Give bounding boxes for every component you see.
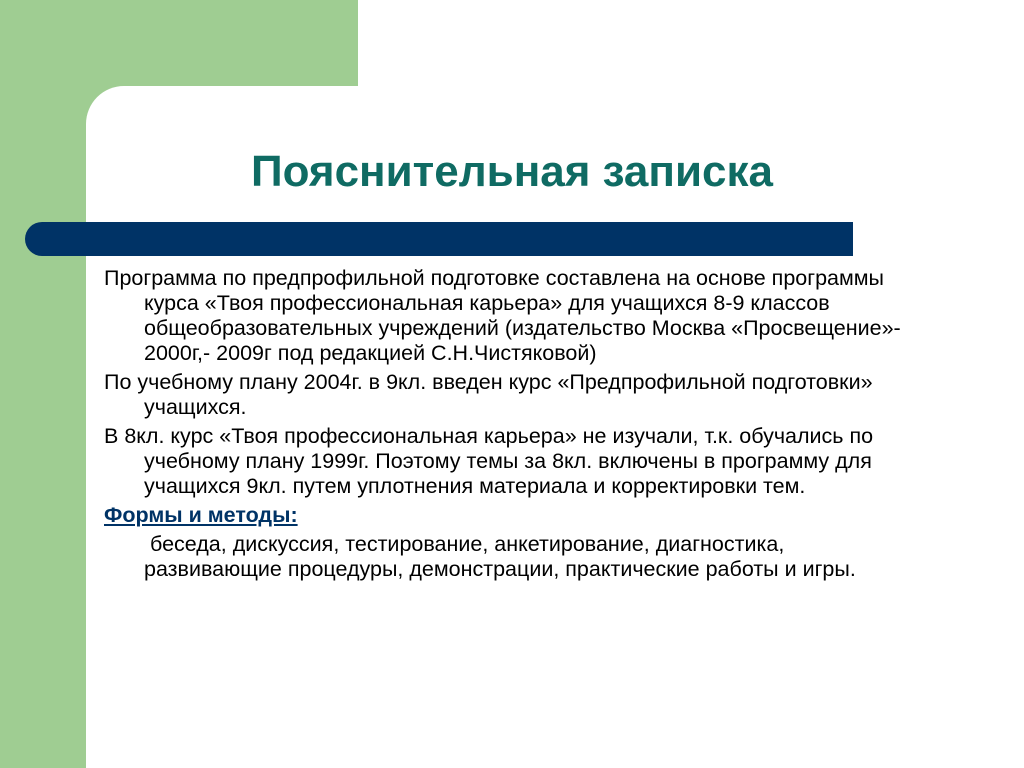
slide-title: Пояснительная записка — [250, 147, 773, 196]
paragraph-grade-8-note: В 8кл. курс «Твоя профессиональная карьера» не изучали, т.к. обучались по учебному плану 1999г. Поэтому темы за 8кл. включены в программу для учащихся 9кл. путем уплотнения материала и корректировки тем. — [104, 424, 874, 498]
slide-body — [104, 266, 924, 582]
paragraph-program-basis: Программа по предпрофильной подготовке составлена на основе программы курса «Твоя профессиональная карьера» для учащихся 8-9 классов общеобразовательных учреждений (издательство Москва «Просвещение»- 2000г,- 2009г под редакцией С.Н.Чистяковой) — [104, 266, 901, 365]
paragraph-curriculum-2004: По учебному плану 2004г. в 9кл. введен курс «Предпрофильной подготовки» учащихся. — [104, 370, 873, 419]
title-underline-bar — [25, 222, 853, 256]
methods-heading: Формы и методы: — [104, 503, 298, 527]
methods-list: беседа, дискуссия, тестирование, анкетирование, диагностика, развивающие процедуры, демонстрации, практические работы и игры. — [144, 532, 856, 581]
